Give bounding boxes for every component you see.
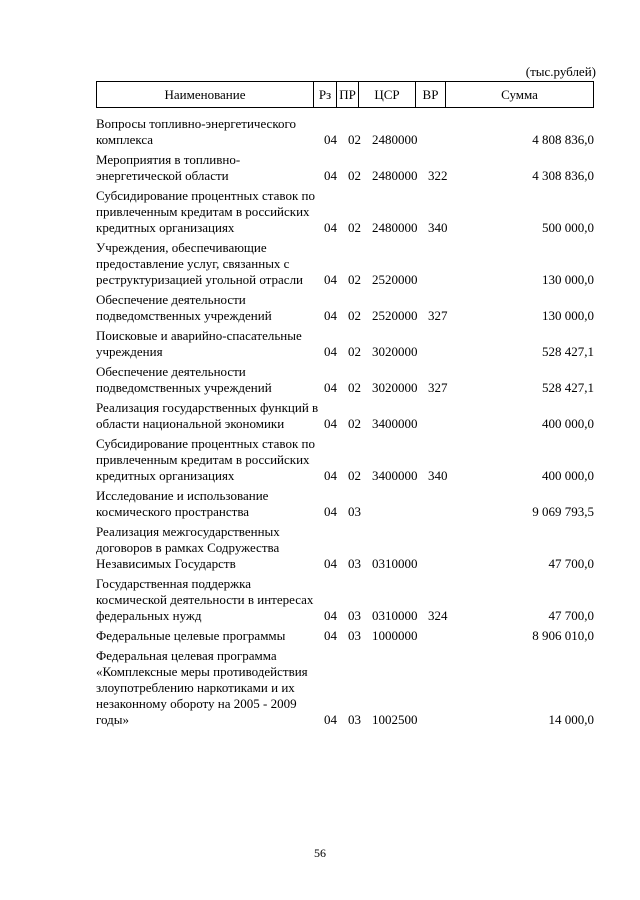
row-csr: 3020000 [372,380,418,395]
row-vr: 324 [428,608,448,623]
row-sum: 4 808 836,0 [532,132,594,147]
row-csr: 3400000 [372,416,418,431]
row-name: Обеспечение деятельности подведомственных учреждений [96,292,272,323]
row-vr [428,400,458,432]
row-pr: 02 [348,132,361,147]
row-name: Государственная поддержка космической деятельности в интересах федеральных нужд [96,576,314,623]
row-pr: 02 [348,344,361,359]
table-row [96,648,594,728]
row-sum: 400 000,0 [542,468,594,483]
row-name: Вопросы топливно-энергетического комплекса [96,116,296,147]
row-pr: 02 [348,308,361,323]
row-rz: 04 [324,556,337,571]
row-name: Федеральная целевая программа «Комплексные меры противодействия злоупотреблению наркотиками и их незаконному обороту на 2005 - 2009 годы» [96,648,308,727]
row-pr: 02 [348,168,361,183]
table-row [96,488,594,520]
row-vr [428,116,458,148]
table-row [96,524,594,572]
row-rz: 04 [324,608,337,623]
header-vr: ВР [416,82,446,107]
header-csr: ЦСР [359,82,416,107]
row-name: Субсидирование процентных ставок по привлеченным кредитам в российских кредитных организациях [96,188,315,235]
row-rz: 04 [324,628,337,643]
table-row [96,240,594,288]
row-sum: 528 427,1 [542,380,594,395]
table-row [96,364,594,396]
row-sum: 400 000,0 [542,416,594,431]
row-vr: 327 [428,380,448,395]
row-vr: 340 [428,468,448,483]
table-row [96,116,594,148]
row-sum: 500 000,0 [542,220,594,235]
row-name: Федеральные целевые программы [96,628,286,643]
row-sum: 130 000,0 [542,272,594,287]
row-vr [428,488,458,520]
row-pr: 02 [348,380,361,395]
row-sum: 47 700,0 [548,556,594,571]
page-number: 56 [314,846,326,860]
row-csr: 0310000 [372,556,418,571]
row-pr: 03 [348,712,361,727]
row-pr: 03 [348,628,361,643]
row-csr: 2480000 [372,220,418,235]
row-sum: 130 000,0 [542,308,594,323]
row-csr: 2520000 [372,308,418,323]
row-sum: 14 000,0 [548,712,594,727]
row-vr [428,628,458,644]
table-row [96,188,594,236]
row-vr: 322 [428,168,448,183]
unit-label: (тыс.рублей) [525,64,596,79]
row-pr: 02 [348,468,361,483]
row-csr: 3020000 [372,344,418,359]
table-row [96,292,594,324]
header-sum: Сумма [501,86,538,102]
row-csr: 1002500 [372,712,418,727]
row-sum: 47 700,0 [548,608,594,623]
row-name: Учреждения, обеспечивающие предоставление услуг, связанных с реструктуризацией угольной отрасли [96,240,304,287]
table-row [96,436,594,484]
row-rz: 04 [324,168,337,183]
row-name: Мероприятия в топливно-энергетической области [96,152,241,183]
row-pr: 02 [348,272,361,287]
table-header [96,81,594,108]
row-pr: 03 [348,608,361,623]
row-vr: 340 [428,220,448,235]
row-rz: 04 [324,416,337,431]
row-sum: 4 308 836,0 [532,168,594,183]
row-rz: 04 [324,468,337,483]
row-name: Реализация государственных функций в области национальной экономики [96,400,319,431]
row-rz: 04 [324,344,337,359]
row-pr: 02 [348,220,361,235]
row-name: Реализация межгосударственных договоров в рамках Содружества Независимых Государств [96,524,280,571]
row-name: Субсидирование процентных ставок по привлеченным кредитам в российских кредитных организациях [96,436,315,483]
row-sum: 8 906 010,0 [532,628,594,643]
row-csr: 2480000 [372,168,418,183]
row-name: Обеспечение деятельности подведомственных учреждений [96,364,272,395]
header-name: Наименование [97,82,314,107]
table-row [96,400,594,432]
row-vr [428,648,458,728]
table-row [96,576,594,624]
row-csr [372,488,428,520]
header-pr: ПР [337,82,359,107]
row-name: Поисковые и аварийно-спасательные учреждения [96,328,302,359]
row-csr: 3400000 [372,468,418,483]
row-csr: 2520000 [372,272,418,287]
row-rz: 04 [324,308,337,323]
table-body [96,116,594,732]
row-sum: 528 427,1 [542,344,594,359]
row-sum: 9 069 793,5 [532,504,594,519]
row-vr [428,524,458,572]
row-rz: 04 [324,380,337,395]
row-rz: 04 [324,132,337,147]
row-pr: 03 [348,556,361,571]
row-rz: 04 [324,504,337,519]
row-vr: 327 [428,308,448,323]
row-csr: 1000000 [372,628,418,643]
table-row [96,628,594,644]
row-rz: 04 [324,272,337,287]
row-pr: 03 [348,504,361,519]
row-name: Исследование и использование космического пространства [96,488,269,519]
row-vr [428,328,458,360]
row-csr: 0310000 [372,608,418,623]
row-pr: 02 [348,416,361,431]
row-rz: 04 [324,712,337,727]
table-row [96,328,594,360]
header-rz: Рз [314,82,337,107]
row-rz: 04 [324,220,337,235]
table-row [96,152,594,184]
row-vr [428,240,458,288]
row-csr: 2480000 [372,132,418,147]
